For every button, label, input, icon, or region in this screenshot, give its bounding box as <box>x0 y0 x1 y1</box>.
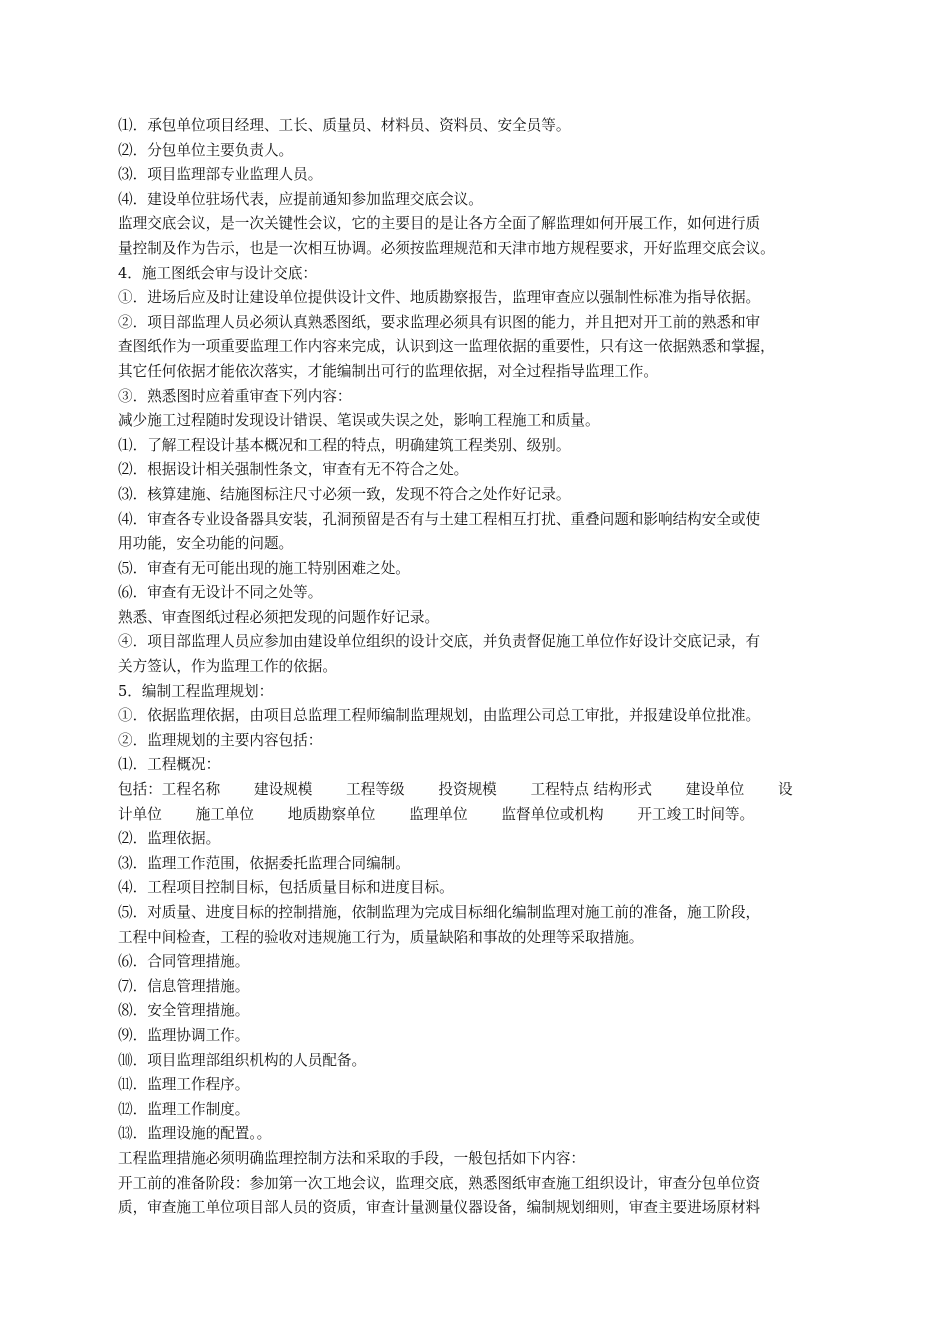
text-line: ⑵．根据设计相关强制性条文，审查有无不符合之处。 <box>118 461 469 479</box>
text-line: ⑹．合同管理措施。 <box>118 953 250 971</box>
text-line: 熟悉、审查图纸过程必须把发现的问题作好记录。 <box>118 608 440 626</box>
text-line: ⑴．工程概况： <box>118 756 221 774</box>
text-line: ⑶．监理工作范围，依据委托监理合同编制。 <box>118 854 410 872</box>
text-line: 监理交底会议，是一次关键性会议，它的主要目的是让各方全面了解监理如何开展工作，如何进行质 <box>118 215 761 233</box>
text-line: ⒀．监理设施的配置。。 <box>118 1125 272 1143</box>
text-line: 用功能，安全功能的问题。 <box>118 535 294 553</box>
text-line: ⑻．安全管理措施。 <box>118 1002 250 1020</box>
text-line: ⑷．审查各专业设备器具安装，孔洞预留是否有与土建工程相互打扰、重叠问题和影响结构安全或使 <box>118 510 761 528</box>
text-line: ⑷．建设单位驻场代表，应提前通知参加监理交底会议。 <box>118 190 483 208</box>
text-line: 工程中间检查，工程的验收对违规施工行为，质量缺陷和事故的处理等采取措施。 <box>118 928 644 946</box>
text-line: 计单位 施工单位 地质勘察单位 监理单位 监督单位或机构 开工竣工时间等。 <box>118 805 755 823</box>
text-line: ⑵．分包单位主要负责人。 <box>118 141 294 159</box>
text-line: 质，审查施工单位项目部人员的资质，审查计量测量仪器设备，编制规划细则，审查主要进场原材料 <box>118 1199 761 1217</box>
text-line: ⑾．监理工作程序。 <box>118 1076 250 1094</box>
text-line: ⑺．信息管理措施。 <box>118 977 250 995</box>
text-line: ⑹．审查有无设计不同之处等。 <box>118 584 323 602</box>
text-line: ⑵．监理依据。 <box>118 830 221 848</box>
text-line: ⑽．项目监理部组织机构的人员配备。 <box>118 1051 367 1069</box>
text-line: ⑴．承包单位项目经理、工长、质量员、材料员、资料员、安全员等。 <box>118 117 571 134</box>
text-line: ②．项目部监理人员必须认真熟悉图纸，要求监理必须具有识图的能力，并且把对开工前的熟悉和审 <box>118 313 761 331</box>
text-line: ⑶．核算建施、结施图标注尺寸必须一致，发现不符合之处作好记录。 <box>118 485 571 503</box>
text-line: ④．项目部监理人员应参加由建设单位组织的设计交底，并负责督促施工单位作好设计交底记录，有 <box>118 633 761 651</box>
text-line: ⑷．工程项目控制目标，包括质量目标和进度目标。 <box>118 879 454 897</box>
text-line: 查图纸作为一项重要监理工作内容来完成，认识到这一监理依据的重要性，只有这一依据熟悉和掌握， <box>118 338 775 356</box>
text-line: ①．依据监理依据，由项目总监理工程师编制监理规划，由监理公司总工审批，并报建设单位批准。 <box>118 707 761 725</box>
text-line: ⑿．监理工作制度。 <box>118 1100 250 1118</box>
text-line: 包括：工程名称 建设规模 工程等级 投资规模 工程特点 结构形式 建设单位 设 <box>118 781 793 799</box>
document-page <box>118 114 860 1221</box>
text-line: 5．编制工程监理规划： <box>118 682 274 700</box>
text-line: 工程监理措施必须明确监理控制方法和采取的手段，一般包括如下内容： <box>118 1149 586 1167</box>
text-line: 量控制及作为告示，也是一次相互协调。必须按监理规范和天津市地方规程要求，开好监理交底会议。 <box>118 239 775 257</box>
text-line: ⑴．了解工程设计基本概况和工程的特点，明确建筑工程类别、级别。 <box>118 436 571 454</box>
text-line: ⑶．项目监理部专业监理人员。 <box>118 166 323 184</box>
text-line: ⑼．监理协调工作。 <box>118 1026 250 1044</box>
text-line: 减少施工过程随时发现设计错误、笔误或失误之处，影响工程施工和质量。 <box>118 412 600 430</box>
text-line: 开工前的准备阶段：参加第一次工地会议，监理交底，熟悉图纸审查施工组织设计，审查分包单位资 <box>118 1174 761 1192</box>
text-line: 关方签认，作为监理工作的依据。 <box>118 658 337 676</box>
text-line: 4．施工图纸会审与设计交底： <box>118 264 318 282</box>
text-line: 其它任何依据才能依次落实，才能编制出可行的监理依据，对全过程指导监理工作。 <box>118 362 658 380</box>
text-line: ⑸．对质量、进度目标的控制措施，依制监理为完成目标细化编制监理对施工前的准备，施工阶段， <box>118 904 761 921</box>
text-line: ③．熟悉图时应着重审查下列内容： <box>118 387 352 405</box>
text-line: ②．监理规划的主要内容包括： <box>118 731 323 749</box>
text-line: ①．进场后应及时让建设单位提供设计文件、地质勘察报告，监理审查应以强制性标准为指导依据。 <box>118 289 761 307</box>
text-line: ⑸．审查有无可能出现的施工特别困难之处。 <box>118 559 410 577</box>
